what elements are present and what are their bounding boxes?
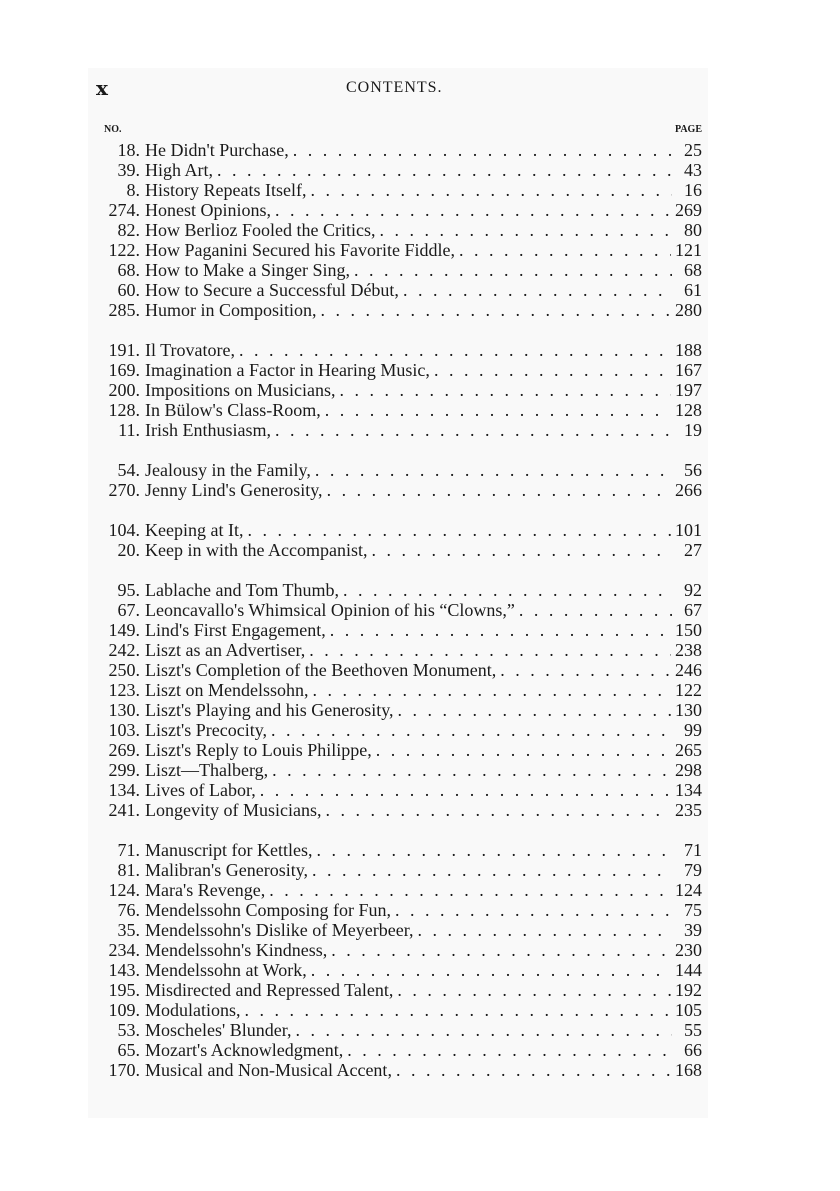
contents-group <box>96 840 702 1080</box>
entry-page-number: 298 <box>675 760 702 780</box>
entry-page-number: 39 <box>684 920 702 940</box>
entry-title: He Didn't Purchase, <box>145 140 289 160</box>
entry-title: High Art, <box>145 160 214 180</box>
contents-entry <box>96 980 702 1000</box>
column-heading-no: NO. <box>104 124 122 135</box>
entry-title: How to Secure a Successful Début, <box>145 280 399 300</box>
entry-title: Manuscript for Kettles, <box>145 840 313 860</box>
entry-number: 8. <box>126 180 140 200</box>
entry-title: Liszt—Thalberg, <box>145 760 269 780</box>
entry-title: Humor in Composition, <box>145 300 317 320</box>
contents-entry <box>96 960 702 980</box>
entry-page-number: 80 <box>684 220 702 240</box>
contents-entry <box>96 680 702 700</box>
contents-entry <box>96 720 702 740</box>
dot-leader <box>310 180 672 200</box>
entry-title: Malibran's Generosity, <box>145 860 309 880</box>
entry-title: Mendelssohn at Work, <box>145 960 307 980</box>
entry-page-number: 19 <box>684 420 702 440</box>
dot-leader <box>459 240 671 260</box>
dot-leader <box>398 700 671 720</box>
dot-leader <box>312 860 672 880</box>
entry-title: Il Trovatore, <box>145 340 235 360</box>
dot-leader <box>347 1040 672 1060</box>
contents-group <box>96 340 702 440</box>
entry-title: Mozart's Acknowledgment, <box>145 1040 344 1060</box>
entry-title: Modulations, <box>145 1000 241 1020</box>
contents-entry <box>96 1040 702 1060</box>
dot-leader <box>397 980 671 1000</box>
column-headings <box>96 124 702 138</box>
entry-number: 143. <box>108 960 140 980</box>
entry-number: 20. <box>117 540 140 560</box>
entry-title: Jealousy in the Family, <box>145 460 311 480</box>
entry-page-number: 25 <box>684 140 702 160</box>
dot-leader <box>376 740 671 760</box>
entry-title: Lind's First Engagement, <box>145 620 326 640</box>
dot-leader <box>417 920 672 940</box>
entry-number: 123. <box>108 680 140 700</box>
contents-entry <box>96 420 702 440</box>
dot-leader <box>296 1020 673 1040</box>
entry-number: 53. <box>117 1020 140 1040</box>
dot-leader <box>272 760 671 780</box>
entry-page-number: 130 <box>675 700 702 720</box>
contents-entry <box>96 620 702 640</box>
dot-leader <box>309 640 671 660</box>
dot-leader <box>519 600 672 620</box>
entry-title: Liszt's Playing and his Generosity, <box>145 700 394 720</box>
entry-number: 11. <box>118 420 140 440</box>
entry-page-number: 150 <box>675 620 702 640</box>
entry-title: Lablache and Tom Thumb, <box>145 580 340 600</box>
entry-page-number: 71 <box>684 840 702 860</box>
dot-leader <box>396 1060 671 1080</box>
entry-number: 109. <box>108 1000 140 1020</box>
contents-entry <box>96 240 702 260</box>
contents-group <box>96 460 702 500</box>
dot-leader <box>331 940 671 960</box>
page-folio: x <box>96 76 109 100</box>
dot-leader <box>371 540 672 560</box>
contents-entry <box>96 380 702 400</box>
entry-page-number: 168 <box>675 1060 702 1080</box>
entry-page-number: 43 <box>684 160 702 180</box>
entry-number: 242. <box>108 640 140 660</box>
contents-entry <box>96 1060 702 1080</box>
entry-number: 285. <box>108 300 140 320</box>
entry-page-number: 56 <box>684 460 702 480</box>
contents-list <box>96 140 702 1100</box>
entry-page-number: 121 <box>675 240 702 260</box>
entry-number: 76. <box>117 900 140 920</box>
contents-entry <box>96 480 702 500</box>
contents-entry <box>96 140 702 160</box>
dot-leader <box>313 680 672 700</box>
page-title: CONTENTS. <box>346 79 443 96</box>
contents-group <box>96 580 702 820</box>
entry-page-number: 167 <box>675 360 702 380</box>
entry-page-number: 265 <box>675 740 702 760</box>
entry-title: Liszt's Completion of the Beethoven Monument, <box>145 660 497 680</box>
entry-title: Musical and Non-Musical Accent, <box>145 1060 392 1080</box>
contents-entry <box>96 200 702 220</box>
contents-entry <box>96 160 702 180</box>
contents-entry <box>96 280 702 300</box>
entry-page-number: 67 <box>684 600 702 620</box>
contents-entry <box>96 800 702 820</box>
entry-number: 68. <box>117 260 140 280</box>
entry-title: Misdirected and Repressed Talent, <box>145 980 394 1000</box>
entry-page-number: 280 <box>675 300 702 320</box>
contents-entry <box>96 760 702 780</box>
entry-title: How Berlioz Fooled the Critics, <box>145 220 376 240</box>
dot-leader <box>275 420 672 440</box>
entry-number: 274. <box>108 200 140 220</box>
entry-number: 60. <box>117 280 140 300</box>
contents-entry <box>96 540 702 560</box>
entry-number: 128. <box>108 400 140 420</box>
entry-number: 234. <box>108 940 140 960</box>
contents-entry <box>96 780 702 800</box>
entry-page-number: 238 <box>675 640 702 660</box>
dot-leader <box>327 480 671 500</box>
entry-number: 122. <box>108 240 140 260</box>
column-heading-page: PAGE <box>674 124 702 135</box>
entry-page-number: 197 <box>675 380 702 400</box>
entry-title: Liszt's Reply to Louis Philippe, <box>145 740 372 760</box>
contents-entry <box>96 700 702 720</box>
contents-entry <box>96 580 702 600</box>
entry-number: 250. <box>108 660 140 680</box>
entry-page-number: 55 <box>684 1020 702 1040</box>
dot-leader <box>340 380 671 400</box>
dot-leader <box>260 780 671 800</box>
entry-number: 65. <box>117 1040 140 1060</box>
entry-number: 81. <box>117 860 140 880</box>
entry-page-number: 124 <box>675 880 702 900</box>
entry-title: Liszt's Precocity, <box>145 720 268 740</box>
entry-title: Irish Enthusiasm, <box>145 420 271 440</box>
contents-entry <box>96 660 702 680</box>
contents-entry <box>96 900 702 920</box>
contents-entry <box>96 1020 702 1040</box>
entry-page-number: 134 <box>675 780 702 800</box>
entry-page-number: 192 <box>675 980 702 1000</box>
entry-number: 54. <box>117 460 140 480</box>
entry-title: History Repeats Itself, <box>145 180 307 200</box>
entry-page-number: 16 <box>684 180 702 200</box>
contents-entry <box>96 400 702 420</box>
contents-entry <box>96 360 702 380</box>
entry-number: 124. <box>108 880 140 900</box>
dot-leader <box>217 160 672 180</box>
entry-number: 191. <box>108 340 140 360</box>
dot-leader <box>315 460 672 480</box>
entry-number: 134. <box>108 780 140 800</box>
entry-page-number: 61 <box>684 280 702 300</box>
contents-entry <box>96 860 702 880</box>
entry-number: 170. <box>108 1060 140 1080</box>
entry-page-number: 75 <box>684 900 702 920</box>
entry-title: Liszt on Mendelssohn, <box>145 680 309 700</box>
entry-number: 103. <box>108 720 140 740</box>
contents-group <box>96 140 702 320</box>
dot-leader <box>330 620 671 640</box>
dot-leader <box>239 340 671 360</box>
entry-title: Mara's Revenge, <box>145 880 266 900</box>
contents-entry <box>96 1000 702 1020</box>
dot-leader <box>271 720 672 740</box>
dot-leader <box>275 200 671 220</box>
entry-page-number: 269 <box>675 200 702 220</box>
contents-entry <box>96 600 702 620</box>
entry-page-number: 27 <box>684 540 702 560</box>
contents-entry <box>96 180 702 200</box>
entry-page-number: 66 <box>684 1040 702 1060</box>
dot-leader <box>379 220 672 240</box>
dot-leader <box>500 660 671 680</box>
contents-entry <box>96 920 702 940</box>
dot-leader <box>434 360 671 380</box>
contents-entry <box>96 340 702 360</box>
entry-title: Imagination a Factor in Hearing Music, <box>145 360 430 380</box>
contents-entry <box>96 220 702 240</box>
entry-page-number: 105 <box>675 1000 702 1020</box>
contents-entry <box>96 520 702 540</box>
entry-number: 169. <box>108 360 140 380</box>
dot-leader <box>403 280 672 300</box>
entry-number: 149. <box>108 620 140 640</box>
entry-page-number: 144 <box>675 960 702 980</box>
entry-title: Keeping at It, <box>145 520 244 540</box>
dot-leader <box>321 300 671 320</box>
entry-number: 195. <box>108 980 140 1000</box>
contents-entry <box>96 880 702 900</box>
entry-number: 130. <box>108 700 140 720</box>
entry-title: Impositions on Musicians, <box>145 380 336 400</box>
entry-page-number: 188 <box>675 340 702 360</box>
contents-entry <box>96 460 702 480</box>
entry-page-number: 68 <box>684 260 702 280</box>
entry-page-number: 101 <box>675 520 702 540</box>
entry-title: Mendelssohn's Kindness, <box>145 940 328 960</box>
entry-title: In Bülow's Class-Room, <box>145 400 321 420</box>
dot-leader <box>311 960 671 980</box>
contents-group <box>96 520 702 560</box>
entry-title: Leoncavallo's Whimsical Opinion of his “Clowns,” <box>145 600 515 620</box>
entry-number: 71. <box>117 840 140 860</box>
entry-number: 104. <box>108 520 140 540</box>
entry-number: 270. <box>108 480 140 500</box>
entry-number: 95. <box>117 580 140 600</box>
entry-number: 67. <box>117 600 140 620</box>
entry-title: Lives of Labor, <box>145 780 256 800</box>
entry-page-number: 230 <box>675 940 702 960</box>
entry-page-number: 79 <box>684 860 702 880</box>
entry-page-number: 246 <box>675 660 702 680</box>
entry-title: Mendelssohn Composing for Fun, <box>145 900 392 920</box>
entry-number: 82. <box>117 220 140 240</box>
dot-leader <box>269 880 671 900</box>
contents-entry <box>96 740 702 760</box>
contents-entry <box>96 940 702 960</box>
entry-number: 269. <box>108 740 140 760</box>
entry-title: Liszt as an Advertiser, <box>145 640 306 660</box>
contents-entry <box>96 840 702 860</box>
entry-title: Mendelssohn's Dislike of Meyerbeer, <box>145 920 414 940</box>
entry-title: Jenny Lind's Generosity, <box>145 480 323 500</box>
running-head <box>96 76 706 102</box>
entry-title: Moscheles' Blunder, <box>145 1020 292 1040</box>
entry-number: 18. <box>117 140 140 160</box>
contents-entry <box>96 640 702 660</box>
entry-title: Keep in with the Accompanist, <box>145 540 368 560</box>
entry-number: 299. <box>108 760 140 780</box>
entry-number: 35. <box>117 920 140 940</box>
entry-page-number: 99 <box>684 720 702 740</box>
contents-entry <box>96 260 702 280</box>
entry-number: 200. <box>108 380 140 400</box>
entry-title: Honest Opinions, <box>145 200 271 220</box>
dot-leader <box>343 580 672 600</box>
entry-page-number: 122 <box>675 680 702 700</box>
entry-page-number: 128 <box>675 400 702 420</box>
entry-number: 39. <box>117 160 140 180</box>
dot-leader <box>245 1000 671 1020</box>
dot-leader <box>354 260 672 280</box>
dot-leader <box>247 520 671 540</box>
contents-entry <box>96 300 702 320</box>
entry-title: How Paganini Secured his Favorite Fiddle, <box>145 240 455 260</box>
entry-page-number: 266 <box>675 480 702 500</box>
entry-number: 241. <box>108 800 140 820</box>
dot-leader <box>316 840 672 860</box>
entry-title: Longevity of Musicians, <box>145 800 322 820</box>
entry-page-number: 92 <box>684 580 702 600</box>
entry-title: How to Make a Singer Sing, <box>145 260 350 280</box>
dot-leader <box>293 140 672 160</box>
dot-leader <box>325 800 671 820</box>
dot-leader <box>395 900 672 920</box>
dot-leader <box>325 400 671 420</box>
entry-page-number: 235 <box>675 800 702 820</box>
